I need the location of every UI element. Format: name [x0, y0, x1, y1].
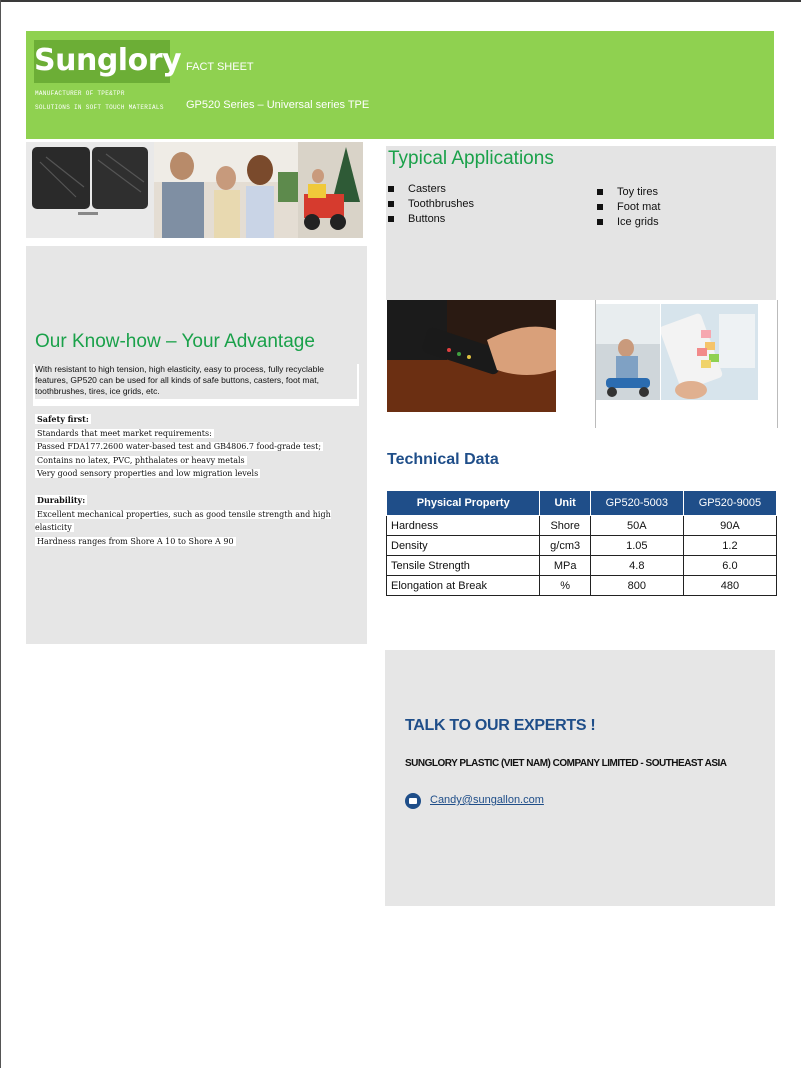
photo-foot-mat: [26, 142, 154, 238]
knowhow-title: Our Know-how – Your Advantage: [35, 331, 315, 352]
tagline-solutions: SOLUTIONS IN SOFT TOUCH MATERIALS: [35, 104, 164, 111]
list-item: Toothbrushes: [386, 197, 566, 212]
header-gp520-9005: GP520-9005: [683, 491, 776, 516]
cell-unit: g/cm3: [540, 536, 590, 556]
header-physical-property: Physical Property: [387, 491, 540, 516]
photo-ice-grid: [661, 304, 758, 400]
photo-remote-control: [387, 300, 556, 412]
contact-panel: [385, 650, 775, 906]
cell-property: Elongation at Break: [387, 576, 540, 596]
list-item: Casters: [386, 182, 566, 197]
photo-toy-car: [298, 142, 363, 238]
tagline-manufacturer: MANUFACTURER OF TPE&TPR: [35, 90, 125, 97]
cell-property: Hardness: [387, 516, 540, 536]
table-row: [387, 516, 777, 536]
durability-line-2: Hardness ranges from Shore A 10 to Shore A 90: [37, 536, 234, 546]
durability-line-1: Excellent mechanical properties, such as good tensile strength and high elasticity: [35, 509, 331, 532]
safety-title: Safety first:: [37, 414, 89, 424]
company-name: SUNGLORY PLASTIC (VIET NAM) COMPANY LIMITED - SOUTHEAST ASIA: [405, 758, 727, 769]
doc-type: FACT SHEET: [186, 61, 254, 73]
header-unit: Unit: [540, 491, 590, 516]
applications-list-right: [595, 185, 765, 230]
technical-table: [386, 490, 777, 596]
cell-value-9005: 90A: [683, 516, 776, 536]
safety-line-2: Passed FDA177.2600 water-based test and GB4806.7 food-grade test;: [37, 442, 322, 451]
list-item: Buttons: [386, 212, 566, 227]
safety-line-3: Contains no latex, PVC, phthalates or heavy metals: [37, 455, 245, 465]
contact-title: TALK TO OUR EXPERTS !: [405, 717, 596, 734]
cell-property: Density: [387, 536, 540, 556]
cell-unit: Shore: [540, 516, 590, 536]
logo-text: Sunglory: [34, 43, 182, 78]
table-row: [387, 536, 777, 556]
cell-value-5003: 50A: [590, 516, 683, 536]
cell-value-5003: 800: [590, 576, 683, 596]
header-gp520-5003: GP520-5003: [590, 491, 683, 516]
applications-list-left: [386, 182, 566, 227]
list-item: Foot mat: [595, 200, 765, 215]
cell-value-9005: 1.2: [683, 536, 776, 556]
photo-toothbrush-family: [154, 142, 298, 238]
cell-value-5003: 1.05: [590, 536, 683, 556]
top-border: [0, 0, 801, 2]
safety-section: [35, 413, 355, 481]
photo-kids-ride: [596, 304, 660, 400]
cell-property: Tensile Strength: [387, 556, 540, 576]
cell-value-5003: 4.8: [590, 556, 683, 576]
table-row: [387, 556, 777, 576]
table-header-row: [387, 491, 777, 516]
cell-value-9005: 6.0: [683, 556, 776, 576]
applications-title: Typical Applications: [388, 148, 554, 169]
knowhow-intro: With resistant to high tension, high elasticity, easy to process, fully recyclable features, GP520 can be used for all kinds of safe buttons, casters, foot mat, toothbrushes, tires, ice grids, etc.: [35, 364, 357, 399]
safety-line-4: Very good sensory properties and low migration levels: [37, 469, 259, 478]
technical-title: Technical Data: [387, 451, 499, 468]
safety-line-1: Standards that meet market requirements:: [37, 428, 212, 438]
cell-value-9005: 480: [683, 576, 776, 596]
left-border: [0, 0, 1, 1068]
durability-title: Durability:: [37, 495, 86, 505]
cell-unit: MPa: [540, 556, 590, 576]
cell-unit: %: [540, 576, 590, 596]
table-row: [387, 576, 777, 596]
durability-section: [35, 494, 345, 548]
email-link[interactable]: Candy@sungallon.com: [430, 794, 544, 806]
list-item: Toy tires: [595, 185, 765, 200]
logo: [34, 40, 182, 83]
series-title: GP520 Series – Universal series TPE: [186, 99, 370, 111]
mail-icon: [405, 793, 421, 809]
list-item: Ice grids: [595, 215, 765, 230]
